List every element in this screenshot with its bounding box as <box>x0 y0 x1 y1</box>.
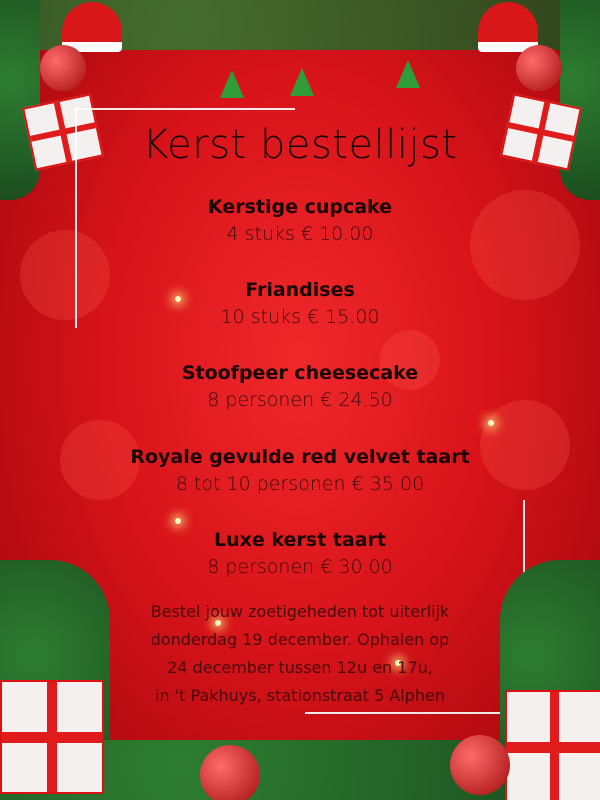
ornament-ball <box>40 45 86 91</box>
item-name: Stoofpeer cheesecake <box>181 362 419 384</box>
item-name: Friandises <box>245 279 355 301</box>
order-info-line: donderdag 19 december. Ophalen op <box>150 630 450 649</box>
tree-decoration <box>290 68 314 96</box>
sparkle <box>175 518 181 524</box>
menu-item <box>0 446 600 495</box>
item-name: Royale gevulde red velvet taart <box>130 446 470 468</box>
tree-decoration <box>396 60 420 88</box>
menu-item <box>0 279 600 328</box>
page-title: Kerst bestellijst <box>142 122 458 168</box>
menu-item <box>0 529 600 578</box>
ornament-ball <box>516 45 562 91</box>
ornament-ball <box>200 745 260 800</box>
order-info-line: Bestel jouw zoetigeheden tot uiterlijk <box>150 602 450 621</box>
item-name: Luxe kerst taart <box>214 529 386 551</box>
item-price: 8 tot 10 personen € 35.00 <box>175 473 425 495</box>
item-price: 8 personen € 30.00 <box>207 556 393 578</box>
menu-item <box>0 362 600 411</box>
item-price: 10 stuks € 15.00 <box>220 306 380 328</box>
sparkle <box>488 420 494 426</box>
frame-line <box>75 108 295 110</box>
order-info-line: in 't Pakhuys, stationstraat 5 Alphen <box>155 686 445 705</box>
item-price: 8 personen € 24.50 <box>207 389 393 411</box>
order-info <box>0 598 600 710</box>
pine-branch-left <box>0 0 40 200</box>
item-price: 4 stuks € 10.00 <box>226 223 374 245</box>
item-name: Kerstige cupcake <box>207 196 393 218</box>
frame-line <box>305 712 525 714</box>
ornament-ball <box>450 735 510 795</box>
order-info-line: 24 december tussen 12u en 17u, <box>167 658 433 677</box>
menu-item <box>0 196 600 245</box>
tree-decoration <box>220 70 244 98</box>
